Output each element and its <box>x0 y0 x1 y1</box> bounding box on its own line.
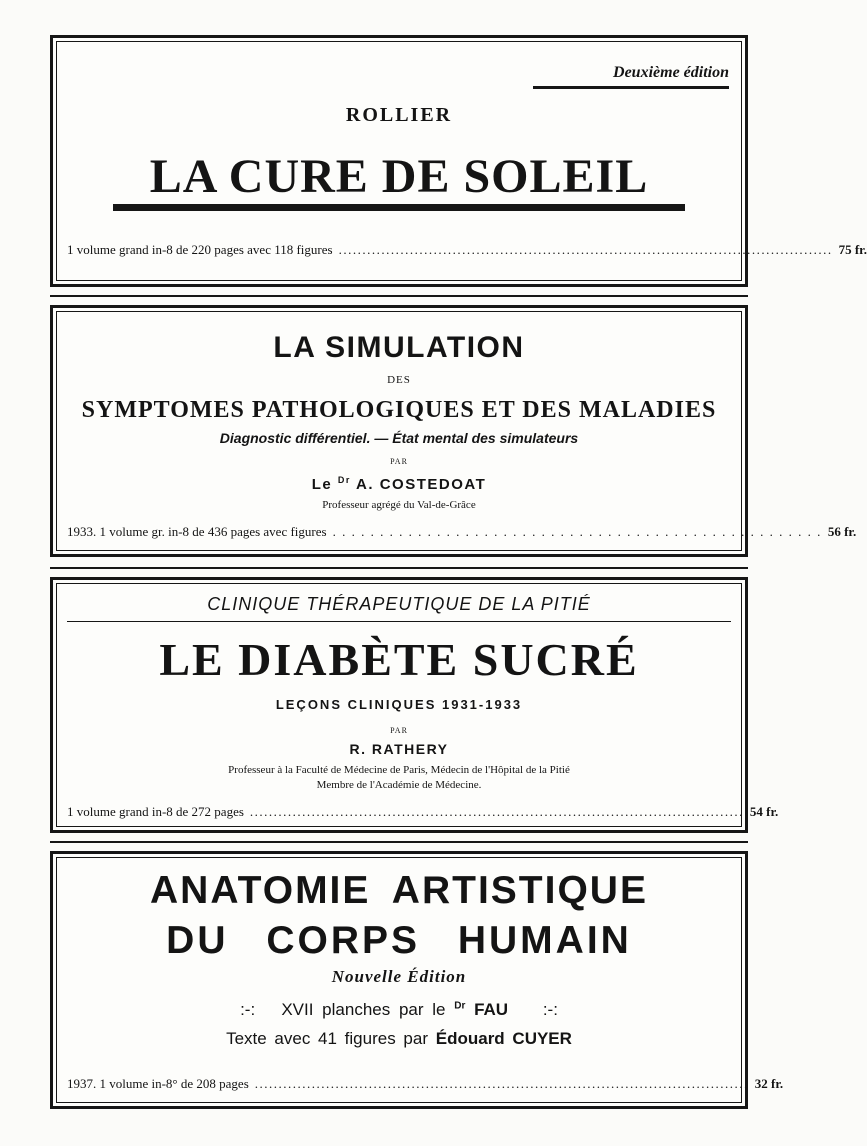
edition-underline <box>533 86 729 89</box>
series-underline <box>67 621 731 622</box>
author-name: ROLLIER <box>345 104 453 126</box>
author-name: A. COSTEDOAT <box>356 476 487 493</box>
separator-rule <box>50 567 748 569</box>
price: 32 fr. <box>754 1076 784 1091</box>
edition-note: Nouvelle Édition <box>331 967 467 986</box>
edition-note: Deuxième édition <box>613 64 729 81</box>
book-title-line1: ANATOMIE ARTISTIQUE <box>150 869 648 912</box>
ad-la-simulation <box>50 305 857 557</box>
text-line <box>53 1029 745 1049</box>
author-affiliation: Professeur à la Faculté de Médecine de Paris, Médecin de l'Hôpital de la Pitié <box>228 764 570 776</box>
leader-dots: ........................................................................................................ <box>338 242 833 257</box>
price-line <box>67 1076 784 1092</box>
author-line <box>53 475 745 493</box>
book-title-line2: DU CORPS HUMAIN <box>166 919 632 962</box>
ad-le-diabete-sucre <box>50 577 779 833</box>
price: 54 fr. <box>749 804 779 819</box>
author-name: R. RATHERY <box>349 741 449 757</box>
plates-author-name: FAU <box>474 1000 509 1019</box>
separator-rule <box>50 295 748 297</box>
by-label: PAR <box>390 457 408 466</box>
price: 56 fr. <box>827 524 857 539</box>
text-prefix: Texte avec 41 figures par <box>226 1029 429 1048</box>
leader-dots: ........................................................................................................ <box>254 1076 749 1091</box>
text-author-name: Édouard CUYER <box>435 1029 572 1048</box>
volume-details: 1933. 1 volume gr. in-8 de 436 pages avec figures <box>67 524 327 539</box>
leader-dots: . . . . . . . . . . . . . . . . . . . . . . . . . . . . . . . . . . . . . . . . . . . . . . . . . . . . <box>332 524 822 539</box>
price-line <box>67 524 857 540</box>
series-title: CLINIQUE THÉRAPEUTIQUE DE LA PITIÉ <box>207 594 591 614</box>
by-label: PAR <box>390 726 408 735</box>
ad-anatomie-artistique <box>50 851 784 1109</box>
book-subtitle: LEÇONS CLINIQUES 1931-1933 <box>275 697 523 712</box>
author-title: Dr <box>337 475 351 485</box>
leader-dots: ........................................................................................................ <box>249 804 744 819</box>
plates-line <box>53 1000 745 1020</box>
plates-author-title: Dr <box>454 1000 466 1012</box>
price-line <box>67 242 867 258</box>
author-prefix: Le <box>311 476 333 493</box>
book-subtitle: SYMPTOMES PATHOLOGIQUES ET DES MALADIES <box>81 397 717 423</box>
plates-suffix: :-: <box>542 1000 558 1019</box>
author-membership: Membre de l'Académie de Médecine. <box>316 779 482 791</box>
plates-prefix: :-: XVII planches par le <box>240 1000 446 1019</box>
title-connector: DES <box>387 374 411 386</box>
price-line <box>67 804 779 820</box>
book-title: LA CURE DE SOLEIL <box>149 150 649 203</box>
volume-details: 1937. 1 volume in-8° de 208 pages <box>67 1076 249 1091</box>
ad-la-cure-de-soleil <box>50 35 867 287</box>
volume-details: 1 volume grand in-8 de 272 pages <box>67 804 244 819</box>
book-title: LE DIABÈTE SUCRÉ <box>159 634 639 685</box>
price: 75 fr. <box>838 242 867 257</box>
title-underline <box>113 204 685 211</box>
tagline: Diagnostic différentiel. — État mental des simulateurs <box>219 430 579 446</box>
separator-rule <box>50 841 748 843</box>
book-title: LA SIMULATION <box>273 331 525 364</box>
volume-details: 1 volume grand in-8 de 220 pages avec 118 figures <box>67 242 333 257</box>
author-affiliation: Professeur agrégé du Val-de-Grâce <box>322 499 476 511</box>
